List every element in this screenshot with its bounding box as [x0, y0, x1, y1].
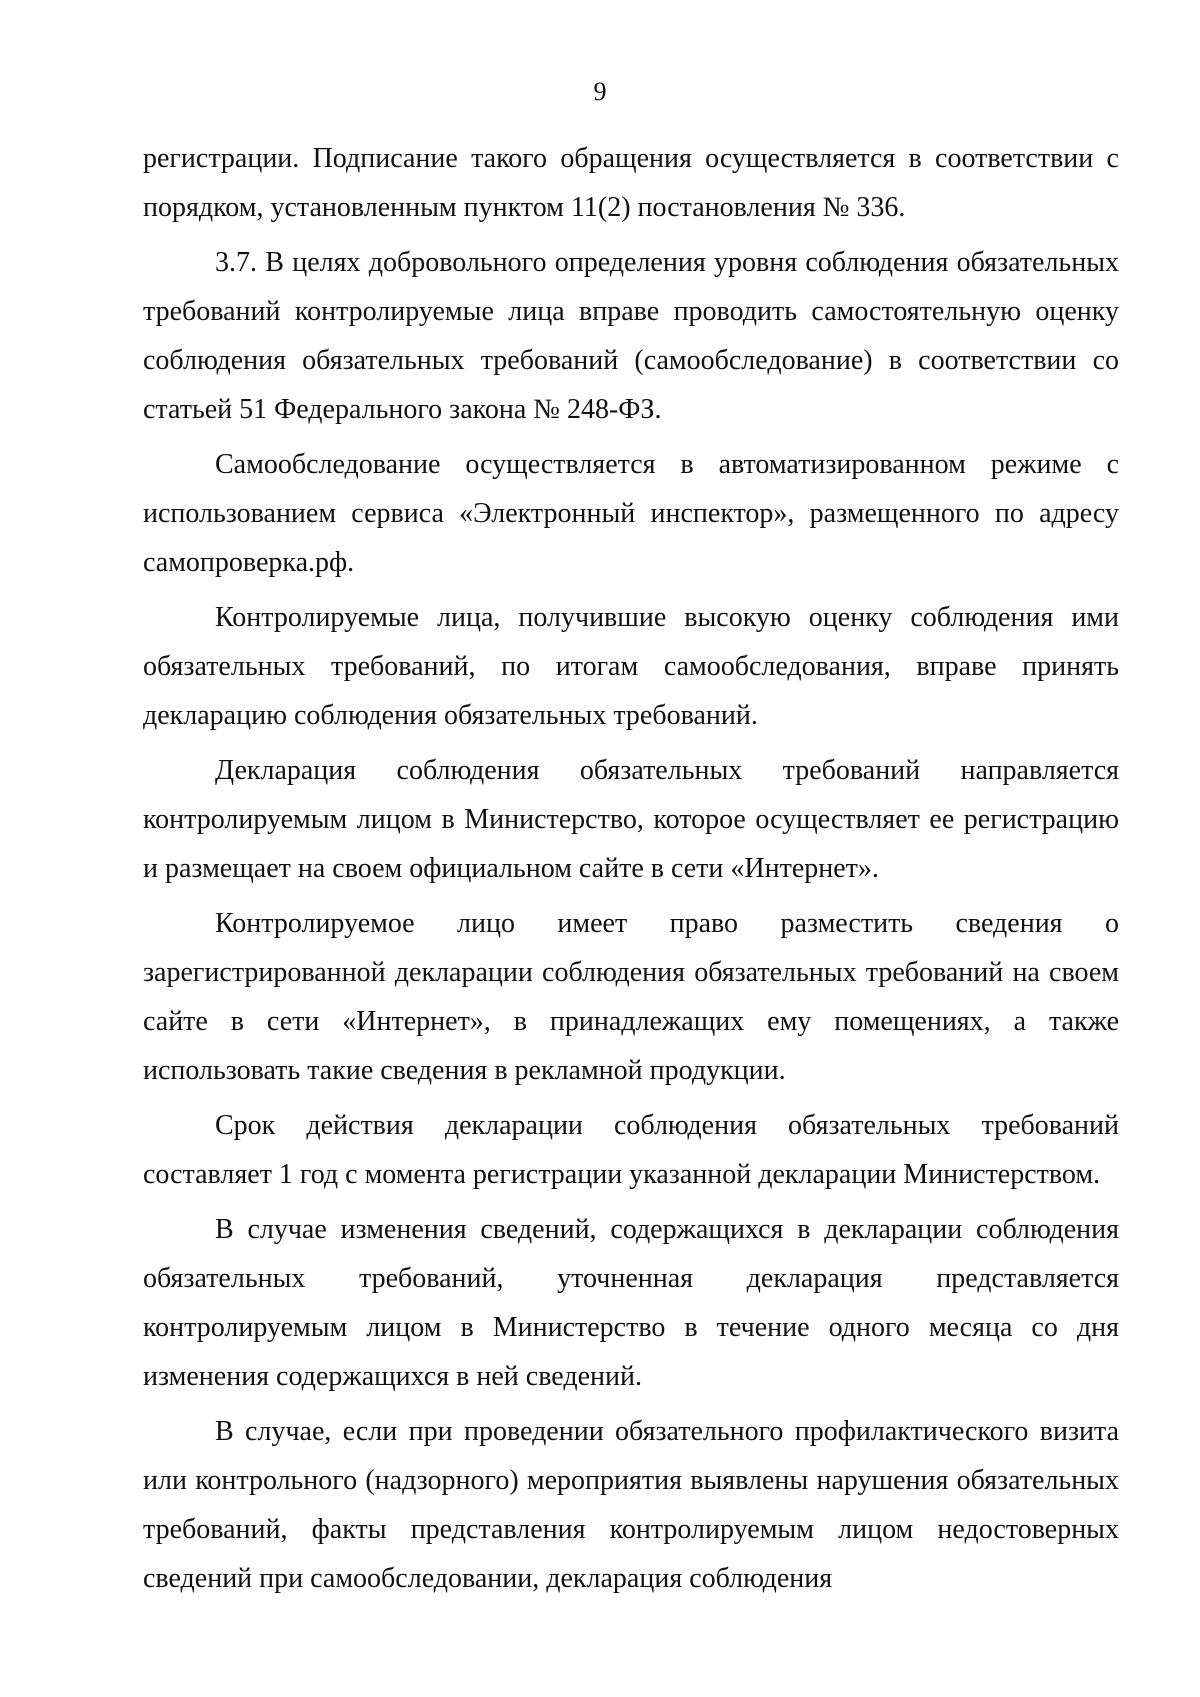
paragraph-3-7-self-assessment: 3.7. В целях добровольного определения уровня соблюдения обязательных требований контролируемые лица вправе проводить самостоятельную оценку соблюдения обязательных требований (самообследование) в соответствии со статьей 51 Федерального закона № 248-ФЗ.	[143, 247, 1119, 425]
paragraph-right-to-publish: Контролируемое лицо имеет право разместить сведения о зарегистрированной декларации соблюдения обязательных требований на своем сайте в сети «Интернет», в принадлежащих ему помещениях, а также использовать такие сведения в рекламной продукции.	[143, 908, 1119, 1086]
page-number: 9	[593, 77, 607, 106]
paragraph-registration-continuation: регистрации. Подписание такого обращения осуществляется в соответствии с порядком, установленным пунктом 11(2) постановления № 336.	[143, 143, 1119, 223]
paragraph-high-assessment-declaration: Контролируемые лица, получившие высокую оценку соблюдения ими обязательных требований, по итогам самообследования, вправе принять декларацию соблюдения обязательных требований.	[143, 602, 1119, 731]
paragraph-changes-in-declaration: В случае изменения сведений, содержащихся в декларации соблюдения обязательных требований, уточненная декларация представляется контролируемым лицом в Министерство в течение одного месяца со дня изменения содержащихся в ней сведений.	[143, 1214, 1119, 1392]
paragraph-violations-detected: В случае, если при проведении обязательного профилактического визита или контрольного (надзорного) мероприятия выявлены нарушения обязательных требований, факты представления контролируемым лицом недостоверных сведений при самообследовании, декларация соблюдения	[143, 1416, 1119, 1594]
document-body	[143, 134, 1119, 1609]
paragraph-declaration-term: Срок действия декларации соблюдения обязательных требований составляет 1 год с момента регистрации указанной декларации Министерством.	[143, 1110, 1119, 1190]
paragraph-automated-mode: Самообследование осуществляется в автоматизированном режиме с использованием сервиса «Электронный инспектор», размещенного по адресу самопроверка.рф.	[143, 449, 1119, 578]
paragraph-declaration-registration: Декларация соблюдения обязательных требований направляется контролируемым лицом в Министерство, которое осуществляет ее регистрацию и размещает на своем официальном сайте в сети «Интернет».	[143, 755, 1119, 884]
